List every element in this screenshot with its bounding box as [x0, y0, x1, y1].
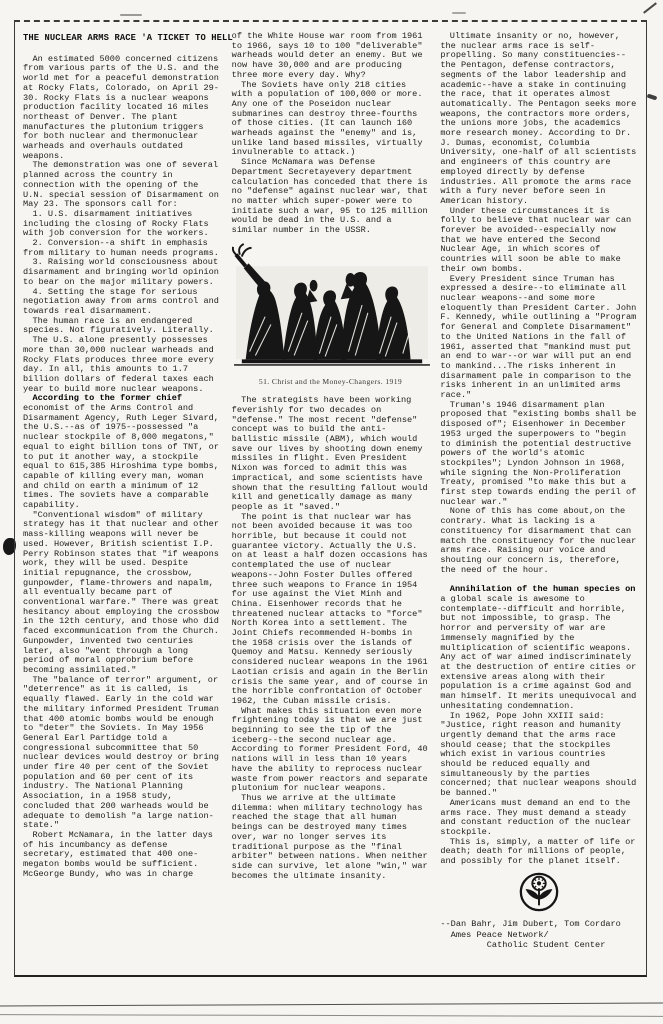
paragraph: The "balance of terror" argument, or "deterrence" as it is called, is equally flawed. Early in the cold war the military informed President Truman that 400 atomic bombs would be enough to "deter" the Soviets. In May 1956 General Earl Partidge told a congressional subcommittee that 50 nuclear devices would destroy or bring under fire 40 per cent of the Soviet population and 60 per cent of its industry. The National Planning Association, in a 1958 study, concluded that 200 warheads would be adequate to demolish "a large nation-state." [23, 674, 219, 831]
paragraph: Americans must demand an end to the arms race. They must demand a steady and constant reduction of the nuclear stockpile. [440, 797, 632, 837]
paragraph: An estimated 5000 concerned citizens from various parts of the U.S. and the world met for a peaceful demonstration at Rocky Flats, Colorado, on April 29-30. Rocky Flats is a nuclear weapons production facility located 16 miles northeast of Denver. The plant manufactures the plutonium triggers for both nuclear and thermonuclear warheads and overhauls outdated weapons. [23, 53, 219, 161]
paragraph: The human race is an endangered species. Not figuratively. Literally. [23, 315, 214, 336]
column-2 [232, 32, 430, 967]
paragraph: According to the former chief economist of the Arms Control and Disarmament Agency, Ruth Leger Sivard, the U.S.--as of 1975--possessed "a nuclear stockpile of 8,000 megatons," equal to eight billion tons of TNT, or to put it another way, a stockpile equal to 615,385 Hiroshima type bombs, capable of killing every man, woman and child on earth a minimum of 12 times. The soviets have a comparable capability. [23, 393, 219, 511]
woodcut-illustration [232, 243, 430, 387]
scan-dust [120, 14, 142, 16]
paragraph: Annihilation of the human species on a global scale is awesome to contemplate--difficult and horrible, but not impossible, to grasp. The horror and perversity of war are immensely magnified by the multiplication of scientific weapons. Any act of war aimed indiscriminately at the destruction of entire cities or extensive areas along with their population is a crime against God and man himself. It merits unequivocal and unhesitating condemnation. [440, 584, 637, 711]
paragraph: Every President since Truman has expressed a desire--to eliminate all nuclear weapons--and some more eloquently than President Carter. John F. Kennedy, while outlining a "Program for General and Complete Disarmament" to the United Nations in the fall of 1961, asserted that "mankind must put an end to war--or war will put an end to mankind...The risks inherent in disarmament pale in comparison to the risks inherent in an unlimited arms race." [440, 273, 637, 401]
article-title: THE NUCLEAR ARMS RACE 'A TICKET TO HELL [23, 33, 233, 43]
paragraph: The U.S. alone presently possesses more than 30,000 nuclear warheads and Rocky Flats produces three more every day. In all, this amounts to 1.7 billion dollars of federal taxes each year to build more nuclear weapons. [23, 335, 214, 394]
flower-peace-icon [518, 871, 560, 913]
scan-dust [452, 12, 466, 14]
paragraph: Ultimate insanity or no, however, the nuclear arms race is self-propelling. So many constituencies--the Pentagon, defense contractors, segments of the labor leadership and academic--have a stake in continuing the race, that it operates almost automatically. The Pentagon seeks more weapons, the contractors more orders, the unions more jobs, the academics more research money. According to Dr. J. Dumas, economist, Columbia University, one-half of all scientists and engineers of this country are employed directly by defense industries. All promote the arms race with a fury never before seen in American history. [440, 31, 637, 206]
signature-block [440, 919, 638, 951]
column-1 [23, 32, 233, 967]
christ-money-changers-woodcut-icon [232, 243, 432, 371]
illustration-caption: 51. Christ and the Money-Changers. 1919 [258, 377, 403, 387]
paragraph: 1. U.S. disarmament initiatives including the closing of Rocky Flats with job conversion for the workers. [23, 208, 209, 239]
paragraph: This is, simply, a matter of life or death; death for millions of people, and possibly for the planet itself. [440, 836, 636, 867]
paragraph: Since McNamara was Defense Department Secretayevery department calculation has conceded that there is no "defense" against nuclear war, that no matter which super-power were to initiate such a war, 95 to 125 million would be dead in the U.S. and a similar number in the USSR. [231, 157, 428, 236]
paragraph: What makes this situation even more frightening today is that we are just beginning to see the tip of the iceberg--the second nuclear age. According to former President Ford, 40 nations will in less than 10 years have the ability to reprocess nuclear waste from power reactors and separate plutonium for nuclear weapons. [231, 705, 428, 794]
paragraph: 2. Conversion--a shift in emphasis from military to human needs programs. [23, 238, 219, 258]
paragraph: 4. Setting the stage for serious negotiation away from arms control and towards real disarmament. [23, 286, 219, 316]
signature-line: Catholic Student Center [440, 940, 606, 951]
paragraph: Thus we arrive at the ultimate dilemma: when military technology has reached the stage that all human beings can be destroyed many times over, war no longer serves its traditional purpose as the "final arbiter" between nations. When neither side can survive, let alone "win," war becomes the ultimate insanity. [231, 793, 428, 881]
paragraph: The Soviets have only 218 cities with a population of 100,000 or more. Any one of the Poseidon nuclear submarines can destroy three-fourths of those cities. (It can launch 160 warheads against the "enemy" and is, unlike land based missiles, virtually invulnerable to attack.) [231, 79, 423, 158]
signature-line: --Dan Bahr, Jim Dubert, Tom Cordaro [440, 919, 621, 930]
scan-corner-mark [643, 2, 657, 13]
paragraph: Truman's 1946 disarmament plan proposed that "existing bombs shall be disposed of"; Eisenhower in December 1953 urged the superpowers to "begin to diminish the potential destructive powers of the world's atomic stockpiles"; Lyndon Johnson in 1968, while signing the Non-Proliferation Treaty, promised "to make this but a first step towards ending the peril of nuclear war." [440, 399, 637, 507]
paragraph: The demonstration was one of several planned across the country in connection with the opening of the U.N. special session of Disarmament on May 23. The sponsors call for: [23, 160, 219, 210]
scan-edge-line [0, 1003, 663, 1007]
paragraph: Robert McNamara, in the latter days of his incumbancy as defense secretary, estimated that 400 one-megaton bombs would be sufficient. McGeorge Bundy, who was in charge [23, 829, 213, 879]
paragraph: "Conventional wisdom" of military strategy has it that nuclear and other mass-killing weapons will never be used. However, British scientist I.P. Perry Robinson states that "if weapons work, they will be used. Despite initial repugnance, the crossbow, gunpowder, flame-throwers and napalm, all eventually became part of conventional warfare." There was great hesitancy about employing the crossbow in the 12th century, and those who did faced excommunication from the Church. Gunpowder, invented two centuries later, also "went through a long period of moral opprobrium before becoming assimilated." [23, 509, 219, 675]
paragraph: In 1962, Pope John XXIII said: "Justice, right reason and humanity urgently demand that the arms race should cease; that the stockpiles which exist in various countries should be reduced equally and simultaneously by the parties concerned; that nuclear weapons should be banned." [440, 710, 637, 799]
paragraph: None of this has come about,on the contrary. What is lacking is a constituency for disarmament that can match the constituency for the nuclear arms race. Raising our voice and shouting our concern is, therefore, the need of the hour. [440, 506, 637, 575]
paragraph: Under these circumstances it is folly to believe that nuclear war can forever be avoided--especially now that we have entered the Second Nuclear Age, in which scores of countries will soon be able to make their own bombs. [440, 205, 632, 274]
paragraph: of the White House war room from 1961 to 1966, says 10 to 100 "deliverable" warheads would deter an enemy. But we now have 30,000 and are producing three more every day. Why? [231, 31, 423, 80]
column-3 [440, 32, 638, 967]
scan-pen-mark [647, 94, 658, 101]
flower-logo-wrap [440, 871, 638, 917]
article-frame [14, 20, 647, 977]
signature-line: Ames Peace Network/ [440, 929, 549, 940]
scan-edge-line [0, 1014, 663, 1017]
paragraph: The point is that nuclear war has not been avoided because it was too horrible, but because it could not guarantee victory. Actually the U.S. on at least a half dozen occasions has contemplated the use of nuclear weapons--John Foster Dulles offered three such weapons to France in 1954 for use against the Viet Minh and China. Eisenhower records that he threatened nuclear attacks to "force" North Korea into a settlement. The Joint Chiefs recommended H-bombs in the 1958 crisis over the islands of Quemoy and Matsu. Kennedy seriously considered nuclear weapons in the 1961 Laotian crisis and again in the Berlin crisis the same year, and of course in the horrible confrontation of October 1962, the Cuban missile crisis. [231, 511, 428, 706]
paragraph: 3. Raising world consciousness about disarmament and bringing world opinion to bear on the major military powers. [23, 257, 219, 287]
paragraph: The strategists have been working feverishly for two decades on "defense." The most recent "defense" concept was to build the anti-ballistic missile (ABM), which would save our lives by shooting down enemy missiles in flight. Even President Nixon was forced to admit this was impractical, and some scientists have shown that the resulting fallout would kill and genetically damage as many people as it "saved." [231, 395, 428, 512]
